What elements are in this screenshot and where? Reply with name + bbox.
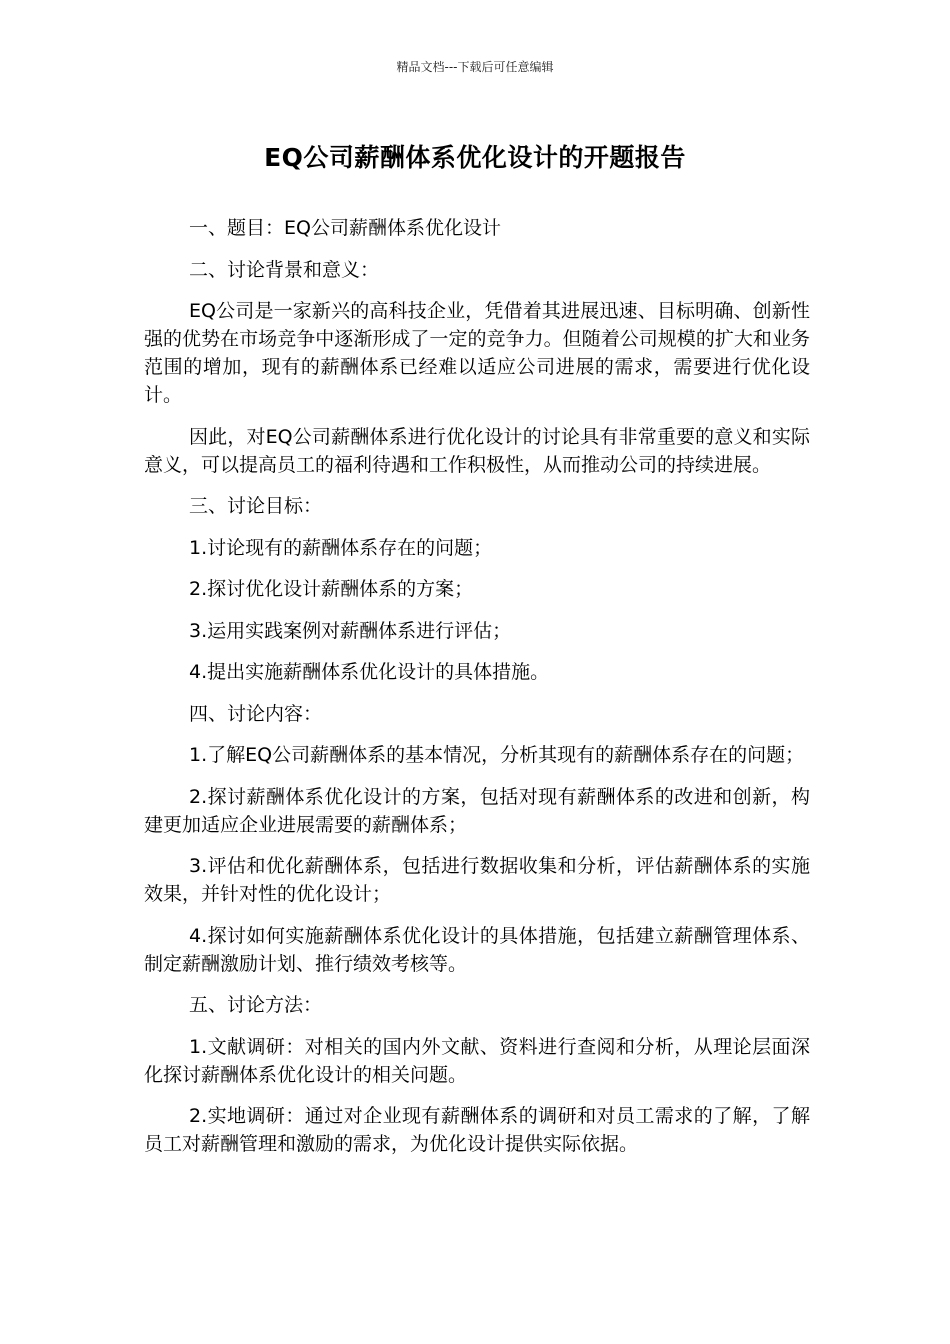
list-item-goal-4: 4.提出实施薪酬体系优化设计的具体措施。	[189, 661, 550, 683]
section-heading-goals: 三、讨论目标：	[189, 495, 323, 517]
list-item-goal-1: 1.讨论现有的薪酬体系存在的问题；	[189, 536, 493, 559]
section-heading-methods: 五、讨论方法：	[189, 994, 323, 1016]
section-heading-topic: 一、题目：EQ公司薪酬体系优化设计	[189, 217, 501, 239]
list-item-goal-2: 2.探讨优化设计薪酬体系的方案；	[189, 578, 474, 600]
paragraph-background-1: EQ公司是一家新兴的高科技企业，凭借着其进展迅速、目标明确、创新性强的优势在市场竞争中逐渐形成了一定的竞争力。但随着公司规模的扩大和业务范围的增加，现有的薪酬体系已经难以适应公司进展的需求，需要进行优化设计。	[144, 300, 810, 406]
header-note: 精品文档---下载后可任意编辑	[396, 60, 554, 74]
list-item-method-1: 1.文献调研：对相关的国内外文献、资料进行查阅和分析，从理论层面深化探讨薪酬体系优化设计的相关问题。	[144, 1035, 810, 1086]
list-item-content-1: 1.了解EQ公司薪酬体系的基本情况，分析其现有的薪酬体系存在的问题；	[189, 744, 805, 766]
section-heading-content: 四、讨论内容：	[189, 702, 323, 725]
list-item-goal-3: 3.运用实践案例对薪酬体系进行评估；	[189, 619, 512, 642]
paragraph-background-2: 因此，对EQ公司薪酬体系进行优化设计的讨论具有非常重要的意义和实际意义，可以提高员工的福利待遇和工作积极性，从而推动公司的持续进展。	[144, 425, 810, 476]
list-item-method-2: 2.实地调研：通过对企业现有薪酬体系的调研和对员工需求的了解，了解员工对薪酬管理和激励的需求，为优化设计提供实际依据。	[144, 1105, 810, 1155]
list-item-content-4: 4.探讨如何实施薪酬体系优化设计的具体措施，包括建立薪酬管理体系、制定薪酬激励计划、推行绩效考核等。	[144, 924, 810, 975]
list-item-content-3: 3.评估和优化薪酬体系，包括进行数据收集和分析，评估薪酬体系的实施效果，并针对性的优化设计；	[144, 855, 810, 905]
list-item-content-2: 2.探讨薪酬体系优化设计的方案，包括对现有薪酬体系的改进和创新，构建更加适应企业进展需要的薪酬体系；	[144, 785, 810, 836]
document-body	[144, 214, 810, 1172]
section-heading-background: 二、讨论背景和意义：	[189, 258, 380, 281]
document-title: EQ公司薪酬体系优化设计的开题报告	[264, 143, 686, 172]
